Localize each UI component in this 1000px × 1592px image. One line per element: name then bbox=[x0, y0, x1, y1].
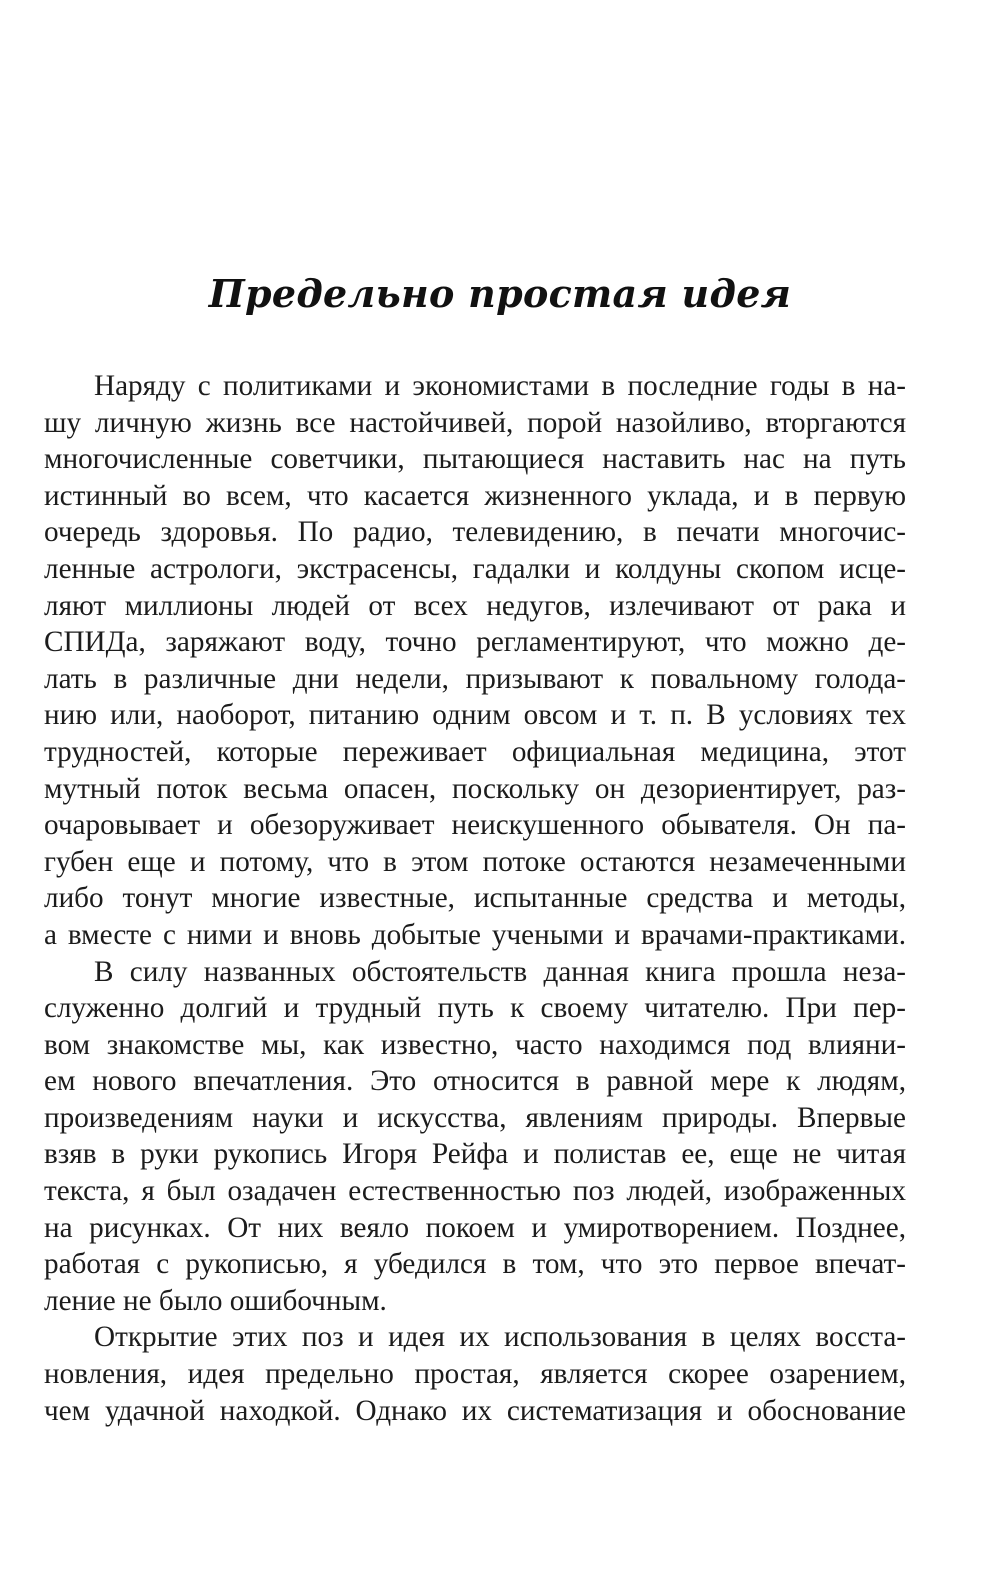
text-line: шу личную жизнь все настойчивей, порой назойливо, вторгаются bbox=[44, 406, 906, 439]
text-line: ление не было ошибочным. bbox=[44, 1284, 387, 1317]
chapter-title: Предельно простая идея bbox=[208, 271, 792, 316]
text-line: мутный поток весьма опасен, поскольку он дезориентирует, раз- bbox=[44, 772, 906, 805]
text-line: губен еще и потому, что в этом потоке остаются незамеченными bbox=[44, 845, 906, 878]
text-line: произведениям науки и искусства, явлениям природы. Впервые bbox=[44, 1101, 906, 1134]
text-line: СПИДа, заряжают воду, точно регламентируют, что можно де- bbox=[44, 626, 906, 659]
text-line: чем удачной находкой. Однако их систематизация и обоснование bbox=[44, 1394, 906, 1427]
text-line: многочисленные советчики, пытающиеся наставить нас на путь bbox=[44, 443, 906, 476]
paragraph-2 bbox=[44, 954, 906, 1320]
text-line: Открытие этих поз и идея их использования в целях восста- bbox=[94, 1321, 906, 1354]
chapter-body bbox=[44, 368, 906, 1429]
text-line: вом знакомстве мы, как известно, часто находимся под влияни- bbox=[44, 1028, 906, 1061]
text-line: либо тонут многие известные, испытанные средства и методы, bbox=[44, 882, 906, 915]
paragraph-1 bbox=[44, 368, 906, 954]
text-line: ляют миллионы людей от всех недугов, излечивают от рака и bbox=[44, 589, 906, 622]
text-line: истинный во всем, что касается жизненного уклада, и в первую bbox=[44, 479, 906, 512]
text-line: ленные астрологи, экстрасенсы, гадалки и колдуны скопом исце- bbox=[44, 552, 906, 585]
text-line: служенно долгий и трудный путь к своему читателю. При пер- bbox=[44, 992, 906, 1025]
text-line: Наряду с политиками и экономистами в последние годы в на- bbox=[94, 370, 906, 402]
text-line: В силу названных обстоятельств данная книга прошла неза- bbox=[94, 955, 906, 988]
text-line: а вместе с ними и вновь добытые учеными и врачами-практиками. bbox=[44, 918, 906, 951]
text-line: работая с рукописью, я убедился в том, что это первое впечат- bbox=[44, 1248, 906, 1281]
paragraph-3 bbox=[44, 1319, 906, 1429]
text-line: новления, идея предельно простая, является скорее озарением, bbox=[44, 1358, 906, 1391]
text-line: лать в различные дни недели, призывают к повальному голода- bbox=[44, 662, 906, 695]
text-line: ем нового впечатления. Это относится в равной мере к людям, bbox=[44, 1065, 906, 1098]
text-line: трудностей, которые переживает официальная медицина, этот bbox=[44, 735, 906, 768]
text-line: очаровывает и обезоруживает неискушенного обывателя. Он па- bbox=[44, 809, 906, 842]
text-line: очередь здоровья. По радио, телевидению, в печати многочис- bbox=[44, 516, 906, 549]
text-line: нию или, наоборот, питанию одним овсом и т. п. В условиях тех bbox=[44, 699, 906, 732]
text-line: взяв в руки рукопись Игоря Рейфа и полистав ее, еще не читая bbox=[44, 1138, 906, 1171]
text-line: текста, я был озадачен естественностью поз людей, изображенных bbox=[44, 1175, 906, 1208]
text-line: на рисунках. От них веяло покоем и умиротворением. Позднее, bbox=[44, 1211, 906, 1244]
